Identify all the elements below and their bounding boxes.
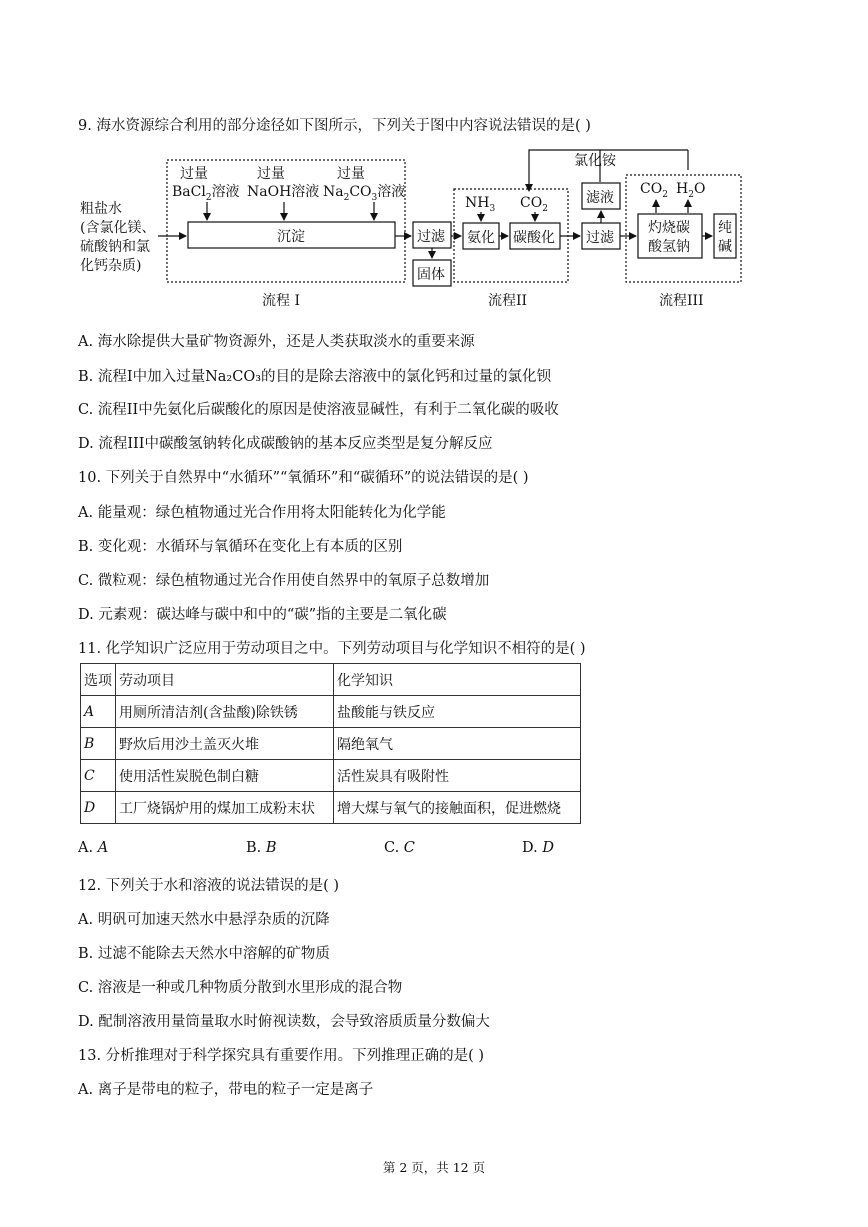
q11-table xyxy=(80,663,581,824)
carbonation-label: 碳酸化 xyxy=(513,230,555,246)
soda-label-2: 碱 xyxy=(718,239,732,255)
precipitate-label: 沉淀 xyxy=(277,229,305,245)
q12-option-a: A. 明矾可加速天然水中悬浮杂质的沉降 xyxy=(78,912,330,928)
ammonium-chloride-label: 氯化铵 xyxy=(574,153,616,169)
raw-water-label-4: 化钙杂质) xyxy=(80,258,142,274)
q10-option-d: D. 元素观：碳达峰与碳中和中的“碳”指的主要是二氧化碳 xyxy=(78,607,447,623)
filtrate-label: 滤液 xyxy=(586,190,614,206)
table-header-row xyxy=(81,664,581,696)
q10-option-c: C. 微粒观：绿色植物通过光合作用使自然界中的氧原子总数增加 xyxy=(78,573,490,589)
table-row xyxy=(81,728,581,760)
q10-option-a: A. 能量观：绿色植物通过光合作用将太阳能转化为化学能 xyxy=(78,505,446,521)
raw-water-label-3: 硫酸钠和氯 xyxy=(80,239,150,255)
reagent3: $Na_2CO_3$溶液 xyxy=(323,184,406,203)
table-cell: 野炊后用沙土盖灭火堆 xyxy=(116,728,334,760)
q11-answer-c: C. C xyxy=(384,840,415,856)
table-row xyxy=(81,792,581,824)
table-row xyxy=(81,696,581,728)
soda-label-1: 纯 xyxy=(718,220,732,236)
q11-answer-b: B. B xyxy=(246,840,277,856)
table-header: 化学知识 xyxy=(334,664,581,696)
q9-option-c: C. 流程II中先氨化后碳酸化的原因是使溶液显碱性，有利于二氧化碳的吸收 xyxy=(78,402,559,418)
q12-option-d: D. 配制溶液用量筒量取水时俯视读数，会导致溶质质量分数偏大 xyxy=(78,1014,490,1030)
q13-option-a: A. 离子是带电的粒子，带电的粒子一定是离子 xyxy=(78,1082,374,1098)
calcine-label-1: 灼烧碳 xyxy=(648,220,690,236)
q11-answer-a: A. A xyxy=(78,840,109,856)
ammoniation-label: 氨化 xyxy=(467,230,495,246)
reagent1: BaCl$_2$溶液 xyxy=(172,184,240,203)
table-header: 劳动项目 xyxy=(116,664,334,696)
q10-option-b: B. 变化观：水循环与氧循环在变化上有本质的区别 xyxy=(78,539,403,555)
q9-option-b: B. 流程I中加入过量Na₂CO₃的目的是除去溶液中的氯化钙和过量的氯化钡 xyxy=(78,369,552,385)
question-13-stem: 13. 分析推理对于科学探究具有重要作用。下列推理正确的是( ) xyxy=(78,1048,485,1064)
question-11-stem: 11. 化学知识广泛应用于劳动项目之中。下列劳动项目与化学知识不相符的是( ) xyxy=(78,641,586,657)
q9-option-d: D. 流程III中碳酸氢钠转化成碳酸钠的基本反应类型是复分解反应 xyxy=(78,436,493,452)
table-cell: 使用活性炭脱色制白糖 xyxy=(116,760,334,792)
filter1-label: 过滤 xyxy=(417,229,445,245)
calcine-label-2: 酸氢钠 xyxy=(648,239,690,255)
table-cell: 盐酸能与铁反应 xyxy=(334,696,581,728)
q11-answer-d: D. D xyxy=(522,840,554,856)
co2b-label: $CO_2$ xyxy=(640,181,668,200)
table-cell: B xyxy=(81,728,116,760)
reagent1-excess: 过量 xyxy=(180,166,208,182)
question-9-stem: 9. 海水资源综合利用的部分途径如下图所示，下列关于图中内容说法错误的是( ) xyxy=(78,118,591,134)
reagent3-excess: 过量 xyxy=(337,166,365,182)
co2-label: $CO_2$ xyxy=(520,195,548,214)
table-cell: 增大煤与氧气的接触面积，促进燃烧 xyxy=(334,792,581,824)
flow3-label: 流程III xyxy=(659,293,704,309)
raw-water-label-2: (含氯化镁、 xyxy=(80,220,156,236)
filter2-label: 过滤 xyxy=(586,230,614,246)
table-header: 选项 xyxy=(81,664,116,696)
table-cell: 用厕所清洁剂(含盐酸)除铁锈 xyxy=(116,696,334,728)
h2o-label: $H_2O$ xyxy=(676,181,706,200)
q9-flow-diagram xyxy=(0,0,868,320)
table-cell: 隔绝氧气 xyxy=(334,728,581,760)
table-cell: A xyxy=(81,696,116,728)
table-cell: D xyxy=(81,792,116,824)
flow2-label: 流程II xyxy=(488,293,528,309)
q12-option-b: B. 过滤不能除去天然水中溶解的矿物质 xyxy=(78,946,330,962)
question-10-stem: 10. 下列关于自然界中“水循环”“氧循环”和“碳循环”的说法错误的是( ) xyxy=(78,470,529,486)
q12-option-c: C. 溶液是一种或几种物质分散到水里形成的混合物 xyxy=(78,980,403,996)
reagent2-excess: 过量 xyxy=(257,166,285,182)
solid-label: 固体 xyxy=(417,267,445,283)
table-cell: C xyxy=(81,760,116,792)
page-footer: 第 2 页，共 12 页 xyxy=(382,1160,486,1175)
reagent2: NaOH溶液 xyxy=(247,184,320,200)
flow1-label: 流程 I xyxy=(262,293,300,309)
table-row xyxy=(81,760,581,792)
table-cell: 工厂烧锅炉用的煤加工成粉末状 xyxy=(116,792,334,824)
q9-option-a: A. 海水除提供大量矿物资源外，还是人类获取淡水的重要来源 xyxy=(78,334,475,350)
nh3-label: $NH_3$ xyxy=(465,195,496,214)
raw-water-label: 粗盐水 xyxy=(80,201,122,217)
table-cell: 活性炭具有吸附性 xyxy=(334,760,581,792)
question-12-stem: 12. 下列关于水和溶液的说法错误的是( ) xyxy=(78,878,340,894)
